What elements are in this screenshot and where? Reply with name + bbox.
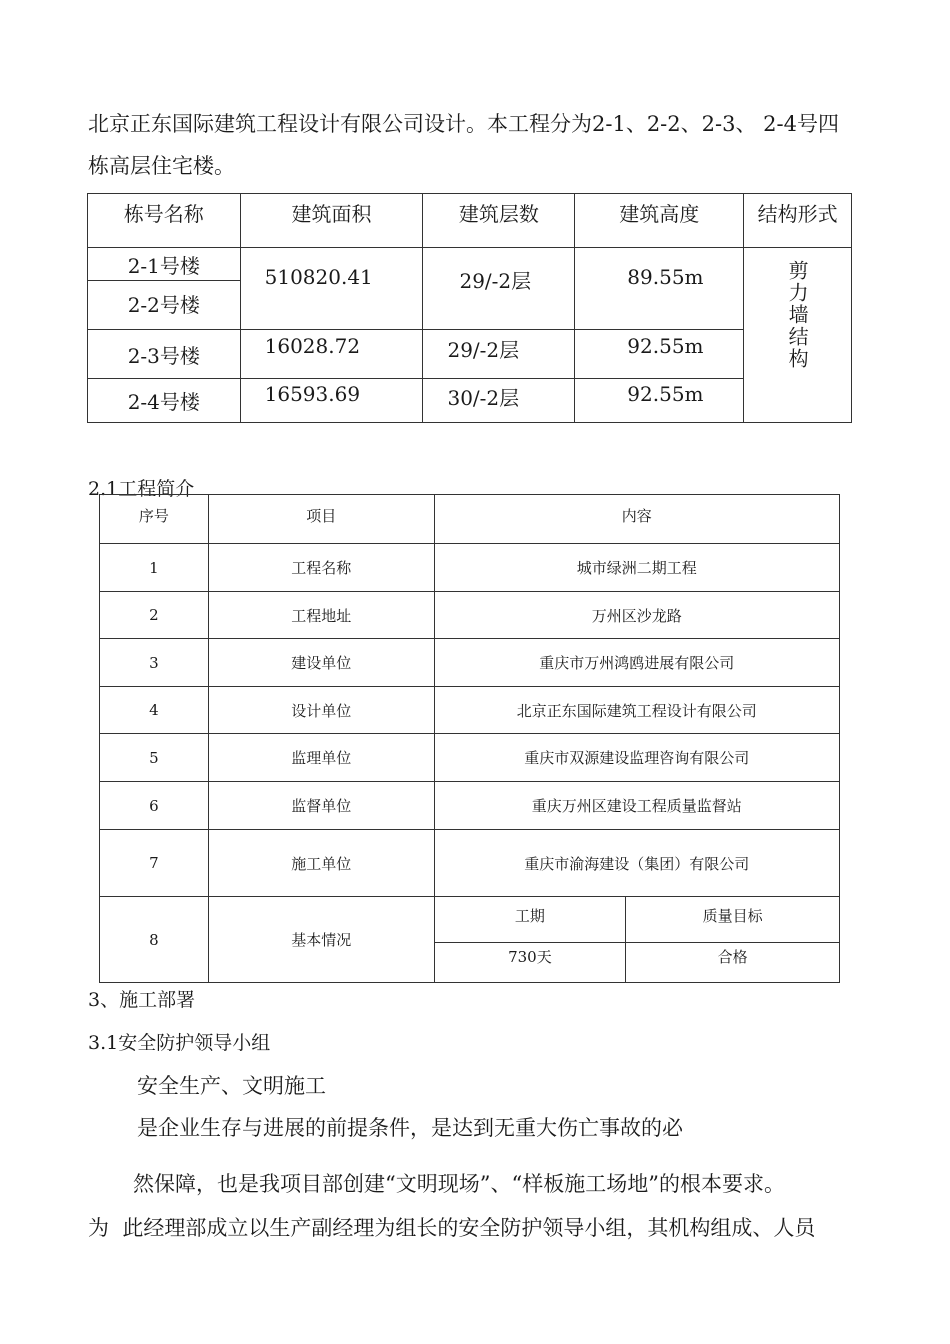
area-cell: 16028.72 [240,330,423,379]
para-line-2: 是企业生存与进展的前提条件，是达到无重大伤亡事故的必 [137,1116,683,1140]
row-content: 重庆市渝海建设（集团）有限公司 [434,830,839,897]
overview-table-header [100,495,840,544]
floors-cell: 30/-2层 [423,379,575,423]
header-item: 项目 [208,495,434,544]
table-row [100,687,840,734]
section-3-heading: 3、施工部署 [88,989,196,1011]
building-name-cell: 2-2号楼 [88,281,241,330]
building-name-cell: 2-4号楼 [88,379,241,423]
table-row [88,330,852,379]
height-cell: 92.55m [575,330,744,379]
row-no: 8 [100,897,209,983]
row-no: 6 [100,782,209,830]
building-table [87,193,852,423]
para-line-3: 然保障，也是我项目部创建“文明现场”、“样板施工场地”的根本要求。 [133,1172,785,1196]
row-item: 施工单位 [208,830,434,897]
table-row [100,734,840,782]
row-content: 城市绿洲二期工程 [434,544,839,592]
header-height: 建筑高度 [575,194,744,248]
header-floors: 建筑层数 [423,194,575,248]
overview-table [99,494,840,983]
header-no: 序号 [100,495,209,544]
building-name-cell: 2-1号楼 [88,248,241,281]
structure-text: 剪力墙结构 [785,260,810,370]
row-item: 设计单位 [208,687,434,734]
area-cell: 16593.69 [240,379,423,423]
row-content: 重庆万州区建设工程质量监督站 [434,782,839,830]
table-row [100,782,840,830]
row-item: 工程名称 [208,544,434,592]
building-name-cell: 2-3号楼 [88,330,241,379]
height-cell: 92.55m [575,379,744,423]
height-cell: 89.55m [575,248,744,330]
row-content: 北京正东国际建筑工程设计有限公司 [434,687,839,734]
table-row [100,639,840,687]
sub-value-quality: 合格 [626,943,840,983]
table-row [88,379,852,423]
row-item: 监督单位 [208,782,434,830]
row-item: 建设单位 [208,639,434,687]
area-cell: 510820.41 [240,248,423,330]
row-no: 7 [100,830,209,897]
row-item: 监理单位 [208,734,434,782]
sub-header-quality: 质量目标 [626,897,840,943]
row-no: 3 [100,639,209,687]
row-no: 1 [100,544,209,592]
header-content: 内容 [434,495,839,544]
sub-value-duration: 730天 [434,943,626,983]
header-building-name: 栋号名称 [88,194,241,248]
para-line-1: 安全生产、文明施工 [137,1074,326,1098]
row-item: 基本情况 [208,897,434,983]
header-structure: 结构形式 [744,194,852,248]
floors-cell: 29/-2层 [423,248,575,330]
table-row [100,897,840,943]
header-area: 建筑面积 [240,194,423,248]
table-row [88,248,852,281]
row-no: 2 [100,592,209,639]
floors-cell: 29/-2层 [423,330,575,379]
row-no: 4 [100,687,209,734]
table-row [100,544,840,592]
table-row [100,830,840,897]
row-item: 工程地址 [208,592,434,639]
table-row [100,592,840,639]
intro-line-1: 北京正东国际建筑工程设计有限公司设计。本工程分为2-1、2-2、2-3、 2-4号四 [88,112,839,136]
section-2-1-heading: 2.1工程简介 [88,478,195,500]
section-3-1-heading: 3.1安全防护领导小组 [88,1032,271,1054]
structure-cell [744,248,852,423]
row-content: 万州区沙龙路 [434,592,839,639]
intro-line-2: 栋高层住宅楼。 [88,154,235,178]
row-content: 重庆市万州鸿鸥进展有限公司 [434,639,839,687]
row-no: 5 [100,734,209,782]
para-line-4: 为 此经理部成立以生产副经理为组长的安全防护领导小组，其机构组成、人员 [88,1216,816,1240]
sub-header-duration: 工期 [434,897,626,943]
building-table-header [88,194,852,248]
row-content: 重庆市双源建设监理咨询有限公司 [434,734,839,782]
